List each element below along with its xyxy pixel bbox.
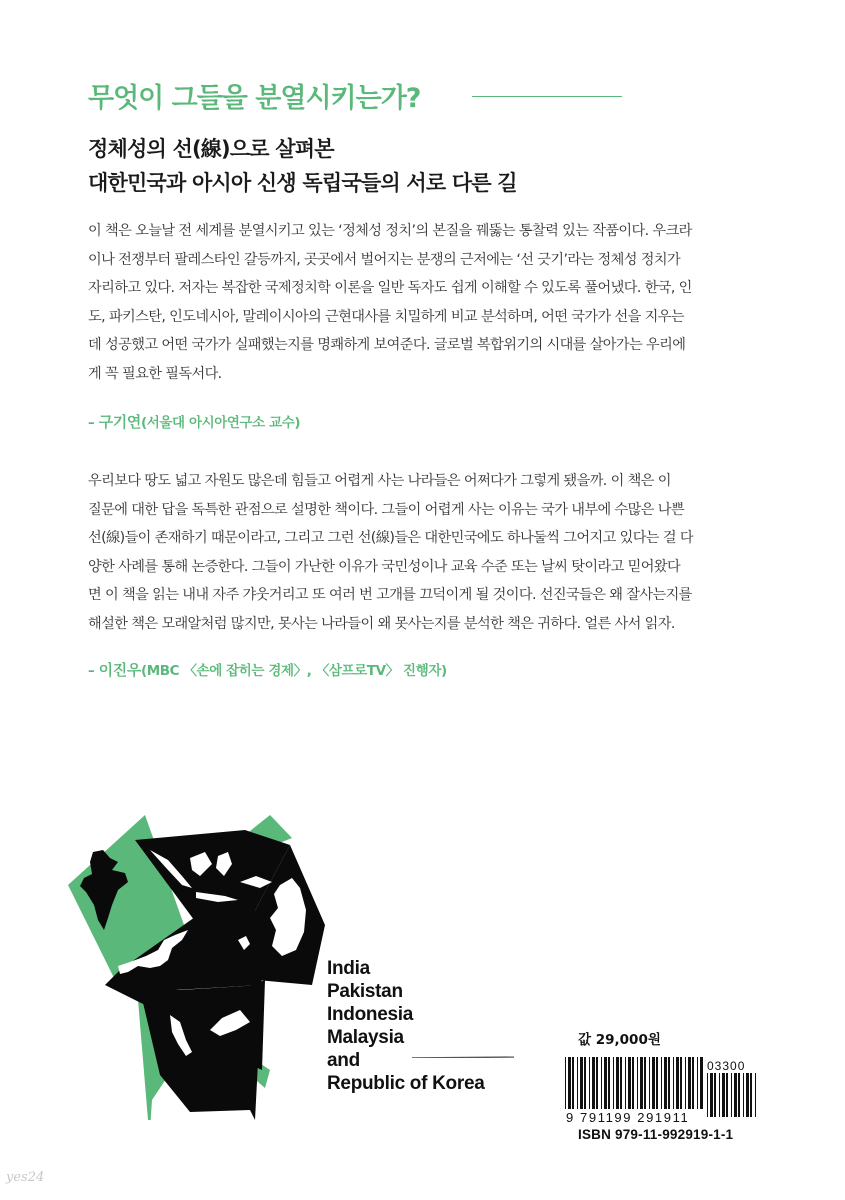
barcode-bar bbox=[640, 1057, 643, 1109]
barcode-bar bbox=[580, 1057, 583, 1109]
barcode-bar bbox=[750, 1073, 752, 1117]
country-item: Pakistan bbox=[327, 981, 403, 1002]
review-2-line: 양한 사례를 통해 논증한다. 그들이 가난한 이유가 국민성이나 교육 수준 또는 날씨 탓이라고 믿어왔다 bbox=[88, 558, 681, 575]
barcode-ean-number: 9 791199 291911 bbox=[566, 1110, 690, 1125]
review-1-line: 도, 파키스탄, 인도네시아, 말레이시아의 근현대사를 치밀하게 비교 분석하며, 어떤 국가가 선을 지우는 bbox=[88, 308, 684, 325]
barcode-bar bbox=[697, 1057, 698, 1109]
barcode-bar bbox=[613, 1057, 614, 1109]
country-item: and bbox=[327, 1050, 360, 1071]
addon-barcode-bars bbox=[707, 1073, 757, 1117]
barcode-bar bbox=[714, 1073, 716, 1117]
review-2 bbox=[88, 467, 758, 639]
reviewer-name: 이진우 bbox=[98, 661, 141, 679]
review-2-line: 해설한 책은 모래알처럼 많지만, 못사는 나라들이 왜 못사는지를 분석한 책은 귀하다. 얼른 사서 읽자. bbox=[88, 615, 675, 632]
barcode-addon-number: 03300 bbox=[707, 1059, 746, 1073]
barcode-bar bbox=[719, 1073, 720, 1117]
barcode-bar bbox=[568, 1057, 571, 1109]
headline-rule bbox=[472, 96, 622, 97]
barcode-bar bbox=[592, 1057, 595, 1109]
barcode-bar bbox=[755, 1073, 756, 1117]
barcode-bar bbox=[680, 1057, 682, 1109]
barcode-bar bbox=[734, 1073, 737, 1117]
review-2-attribution bbox=[88, 659, 447, 680]
barcode-bar bbox=[673, 1057, 674, 1109]
subtitle-line-1: 정체성의 선(線)으로 살펴본 bbox=[88, 137, 334, 161]
barcode-bar bbox=[726, 1073, 728, 1117]
country-item: Republic of Korea bbox=[327, 1073, 485, 1094]
barcode-bar bbox=[656, 1057, 658, 1109]
barcode-bar bbox=[731, 1073, 732, 1117]
review-1-line: 이 책은 오늘날 전 세계를 분열시키고 있는 ‘정체성 정치’의 본질을 꿰뚫는 통찰력 있는 작품이다. 우크라 bbox=[88, 223, 692, 239]
barcode-bar bbox=[664, 1057, 667, 1109]
barcode-bar bbox=[652, 1057, 655, 1109]
barcode-bar bbox=[608, 1057, 610, 1109]
barcode-bar bbox=[688, 1057, 691, 1109]
attribution-dash: – bbox=[88, 663, 95, 679]
barcode-bar bbox=[722, 1073, 725, 1117]
barcode-bar bbox=[584, 1057, 586, 1109]
barcode-bar bbox=[743, 1073, 744, 1117]
barcode-bar bbox=[668, 1057, 670, 1109]
country-list bbox=[327, 957, 484, 1095]
price-label: 값 29,000원 bbox=[578, 1032, 661, 1048]
barcode-bar bbox=[632, 1057, 634, 1109]
barcode-bar bbox=[644, 1057, 646, 1109]
attribution-dash: – bbox=[88, 415, 95, 431]
barcode-bar bbox=[572, 1057, 574, 1109]
review-1-attribution bbox=[88, 411, 300, 432]
review-2-line: 선(線)들이 존재하기 때문이라고, 그리고 그런 선(線)들은 대한민국에도 하나둘씩 그어지고 있다는 걸 다 bbox=[88, 530, 693, 547]
reviewer-affiliation: (MBC 〈손에 잡히는 경제〉, 〈삼프로TV〉 진행자) bbox=[140, 663, 447, 679]
reviewer-affiliation: (서울대 아시아연구소 교수) bbox=[140, 415, 301, 431]
barcode-bar bbox=[565, 1057, 566, 1109]
review-2-line: 면 이 책을 읽는 내내 자주 갸웃거리고 또 여러 번 고개를 끄덕이게 될 것이다. 선진국들은 왜 잘사는지를 bbox=[88, 587, 692, 604]
review-1-line: 데 성공했고 어떤 국가가 실패했는지를 명쾌하게 보여준다. 글로벌 복합위기의 시대를 살아가는 우리에 bbox=[88, 337, 686, 354]
barcode-bar bbox=[738, 1073, 740, 1117]
barcode-bar bbox=[637, 1057, 638, 1109]
country-item: India bbox=[327, 958, 370, 979]
review-1-line: 이나 전쟁부터 팔레스타인 갈등까지, 곳곳에서 벌어지는 분쟁의 근저에는 ‘선 긋기’라는 정체성 정치가 bbox=[88, 251, 681, 268]
review-2-line: 질문에 대한 답을 독특한 관점으로 설명한 책이다. 그들이 어렵게 사는 이유는 국가 내부에 수많은 나쁜 bbox=[88, 501, 684, 518]
review-1 bbox=[88, 217, 758, 389]
review-1-line: 게 꼭 필요한 필독서다. bbox=[88, 365, 222, 382]
barcode-bar bbox=[649, 1057, 650, 1109]
barcode-bar bbox=[692, 1057, 694, 1109]
barcode-bar bbox=[589, 1057, 590, 1109]
barcode-bar bbox=[628, 1057, 631, 1109]
barcode-bar bbox=[707, 1073, 708, 1117]
review-1-line: 자리하고 있다. 저자는 복잡한 국제정치학 이론을 일반 독자도 쉽게 이해할 수 있도록 풀어냈다. 한국, 인 bbox=[88, 280, 692, 297]
review-2-line: 우리보다 땅도 넓고 자원도 많은데 힘들고 어렵게 사는 나라들은 어쩌다가 그렇게 됐을까. 이 책은 이 bbox=[88, 473, 671, 489]
ean-barcode-bars bbox=[565, 1057, 703, 1109]
barcode-bar bbox=[676, 1057, 679, 1109]
barcode-bar bbox=[604, 1057, 607, 1109]
barcode-bar bbox=[700, 1057, 703, 1109]
barcode-bar bbox=[601, 1057, 602, 1109]
barcode-bar bbox=[620, 1057, 622, 1109]
subtitle-line-2: 대한민국과 아시아 신생 독립국들의 서로 다른 길 bbox=[88, 171, 517, 195]
headline: 무엇이 그들을 분열시키는가? bbox=[88, 83, 421, 114]
isbn-label: ISBN 979-11-992919-1-1 bbox=[578, 1127, 734, 1142]
watermark: yes24 bbox=[6, 1170, 45, 1185]
barcode-bar bbox=[710, 1073, 713, 1117]
barcode-bar bbox=[625, 1057, 626, 1109]
barcode-bar bbox=[685, 1057, 686, 1109]
country-item: Malaysia bbox=[327, 1027, 404, 1048]
country-item: Indonesia bbox=[327, 1004, 413, 1025]
barcode-bar bbox=[661, 1057, 662, 1109]
subtitle bbox=[88, 132, 517, 200]
barcode-bar bbox=[577, 1057, 578, 1109]
barcode-bar bbox=[616, 1057, 619, 1109]
barcode-bar bbox=[596, 1057, 598, 1109]
barcode-bar bbox=[746, 1073, 749, 1117]
reviewer-name: 구기연 bbox=[98, 413, 141, 431]
